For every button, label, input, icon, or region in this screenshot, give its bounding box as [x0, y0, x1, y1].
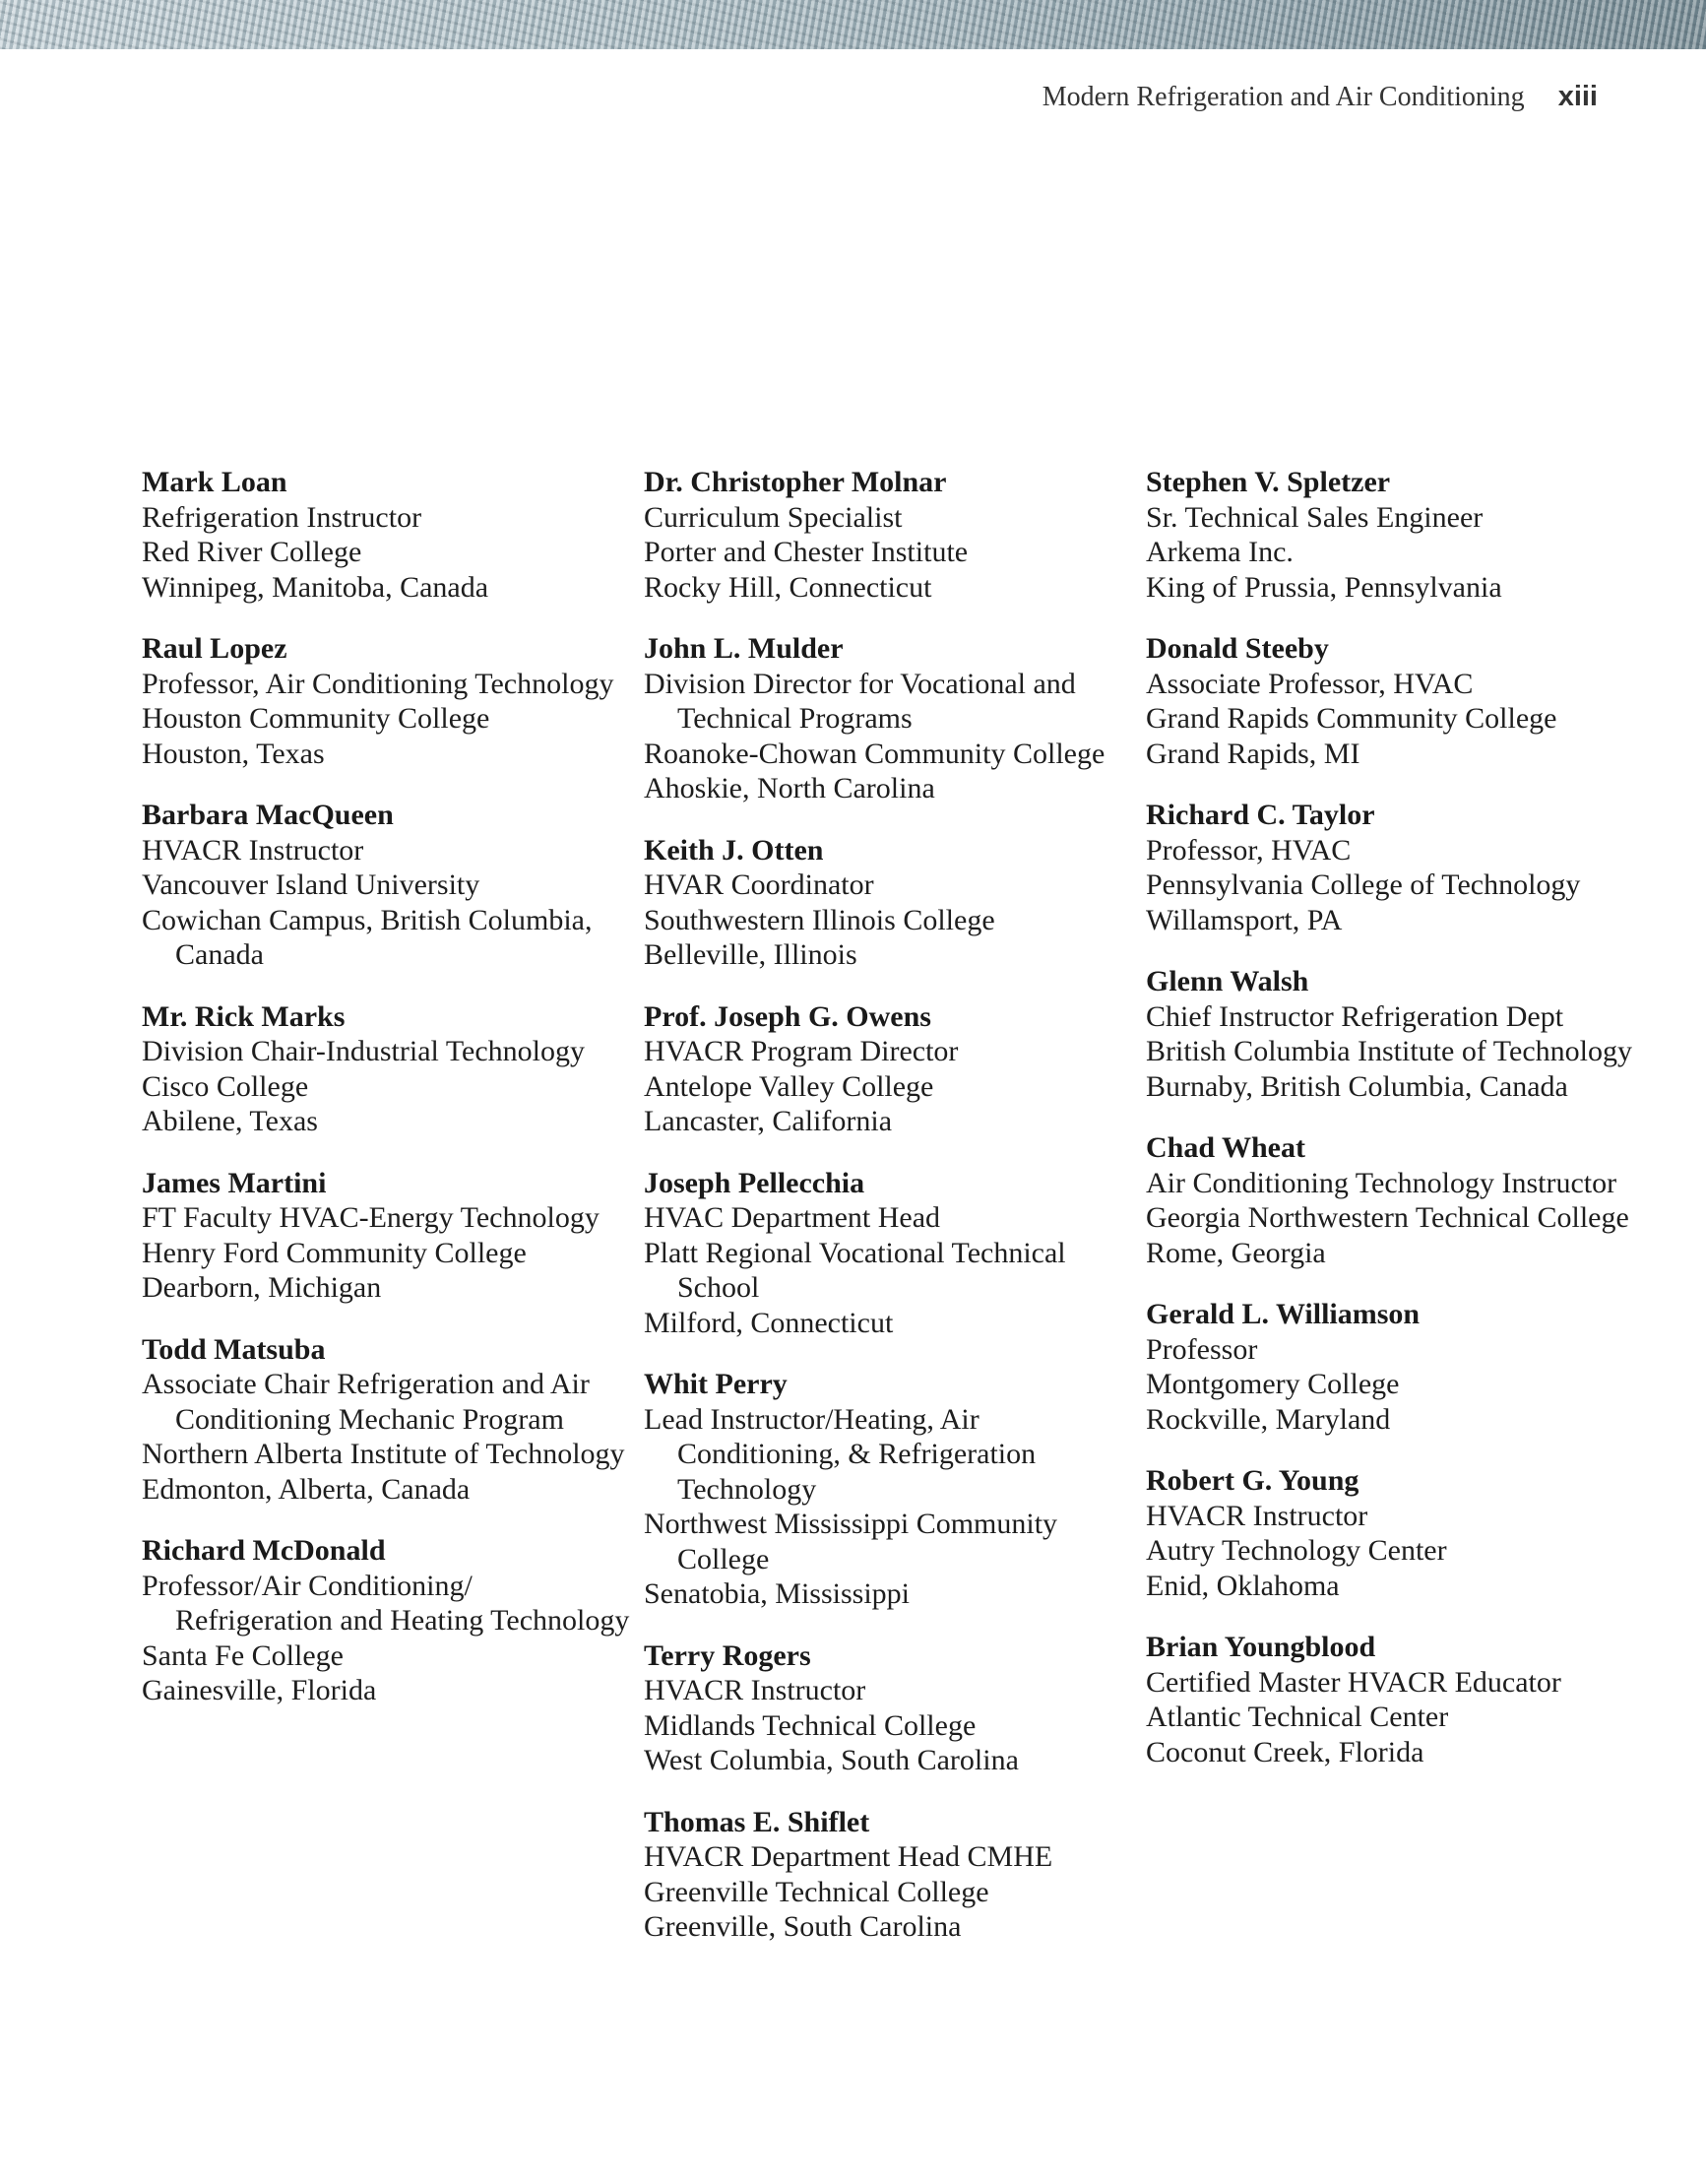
column-3: [1146, 465, 1638, 1796]
reviewer-name: Richard McDonald: [142, 1534, 386, 1567]
reviewer-detail-line: Burnaby, British Columbia, Canada: [1146, 1069, 1568, 1103]
reviewer-detail-line: Northern Alberta Institute of Technology: [142, 1438, 625, 1470]
reviewer-detail-line: Division Director for Vocational and Technical Programs: [644, 667, 1076, 735]
reviewer-detail-line: Platt Regional Vocational Technical School: [644, 1236, 1066, 1304]
reviewer-name: Prof. Joseph G. Owens: [644, 999, 931, 1033]
reviewer-detail-line: Associate Professor, HVAC: [1146, 667, 1474, 700]
reviewer-detail-line: Southwestern Illinois College: [644, 903, 995, 936]
reviewer-name: Raul Lopez: [142, 632, 287, 665]
reviewer-columns: [0, 465, 1706, 2040]
reviewer-detail-line: Abilene, Texas: [142, 1105, 318, 1137]
reviewer-detail-line: Sr. Technical Sales Engineer: [1146, 500, 1484, 534]
reviewer-name: Gerald L. Williamson: [1146, 1298, 1421, 1330]
book-title: Modern Refrigeration and Air Conditioning: [1042, 82, 1525, 112]
reviewer-detail-line: Lancaster, California: [644, 1105, 893, 1137]
reviewer-entry: [644, 465, 1136, 605]
reviewer-detail-line: Associate Chair Refrigeration and Air Conditioning Mechanic Program: [142, 1368, 590, 1436]
reviewer-detail-line: British Columbia Institute of Technology: [1146, 1035, 1632, 1067]
reviewer-entry: [142, 798, 634, 973]
reviewer-detail-line: Autry Technology Center: [1146, 1534, 1447, 1567]
reviewer-entry: [644, 631, 1136, 806]
reviewer-detail-line: Arkema Inc.: [1146, 536, 1294, 568]
reviewer-detail-line: Cisco College: [142, 1069, 309, 1103]
reviewer-detail-line: HVACR Instructor: [1146, 1499, 1368, 1532]
reviewer-detail-line: HVACR Instructor: [142, 833, 364, 867]
reviewer-entry: [142, 631, 634, 771]
reviewer-detail-line: Pennsylvania College of Technology: [1146, 868, 1581, 901]
reviewer-name: Dr. Christopher Molnar: [644, 466, 947, 498]
reviewer-detail-line: Greenville Technical College: [644, 1875, 989, 1908]
reviewer-name: Chad Wheat: [1146, 1131, 1305, 1164]
reviewer-detail-line: Refrigeration Instructor: [142, 500, 422, 534]
reviewer-detail-line: HVAR Coordinator: [644, 868, 874, 901]
reviewer-name: Joseph Pellecchia: [644, 1166, 865, 1199]
reviewer-detail-line: Red River College: [142, 536, 362, 568]
reviewer-detail-line: Atlantic Technical Center: [1146, 1701, 1449, 1733]
reviewer-detail-line: Midlands Technical College: [644, 1708, 977, 1742]
reviewer-name: Stephen V. Spletzer: [1146, 466, 1391, 498]
reviewer-entry: [644, 833, 1136, 973]
reviewer-name: Whit Perry: [644, 1368, 788, 1400]
reviewer-detail-line: Professor/Air Conditioning/ Refrigeration and Heating Technology: [142, 1569, 630, 1637]
reviewer-detail-line: Rocky Hill, Connecticut: [644, 570, 932, 604]
reviewer-entry: [1146, 1130, 1638, 1270]
reviewer-entry: [1146, 798, 1638, 937]
reviewer-name: Barbara MacQueen: [142, 799, 394, 831]
reviewer-name: John L. Mulder: [644, 632, 844, 665]
reviewer-detail-line: Certified Master HVACR Educator: [1146, 1665, 1561, 1699]
reviewer-detail-line: Porter and Chester Institute: [644, 536, 969, 568]
reviewer-entry: [1146, 1297, 1638, 1437]
column-1: [142, 465, 634, 1735]
reviewer-detail-line: Chief Instructor Refrigeration Dept: [1146, 999, 1564, 1033]
reviewer-detail-line: Coconut Creek, Florida: [1146, 1735, 1424, 1768]
reviewer-detail-line: Santa Fe College: [142, 1638, 344, 1672]
reviewer-name: Todd Matsuba: [142, 1332, 326, 1366]
reviewer-name: Donald Steeby: [1146, 632, 1329, 665]
reviewer-detail-line: Henry Ford Community College: [142, 1236, 527, 1269]
reviewer-detail-line: HVACR Instructor: [644, 1674, 866, 1706]
reviewer-detail-line: Willamsport, PA: [1146, 903, 1343, 936]
reviewer-detail-line: Greenville, South Carolina: [644, 1910, 962, 1943]
reviewer-detail-line: Professor, Air Conditioning Technology: [142, 667, 614, 700]
reviewer-detail-line: Belleville, Illinois: [644, 938, 857, 971]
reviewer-detail-line: Professor: [1146, 1332, 1258, 1366]
reviewer-detail-line: Enid, Oklahoma: [1146, 1569, 1340, 1602]
reviewer-detail-line: Rome, Georgia: [1146, 1236, 1326, 1269]
reviewer-entry: [644, 1166, 1136, 1341]
reviewer-entry: [1146, 465, 1638, 605]
reviewer-detail-line: Senatobia, Mississippi: [644, 1577, 911, 1610]
reviewer-entry: [142, 465, 634, 605]
reviewer-entry: [644, 1805, 1136, 1945]
reviewer-detail-line: Gainesville, Florida: [142, 1674, 377, 1706]
reviewer-name: Richard C. Taylor: [1146, 799, 1375, 831]
reviewer-detail-line: Northwest Mississippi Community College: [644, 1508, 1058, 1575]
reviewer-detail-line: Division Chair-Industrial Technology: [142, 1035, 586, 1067]
reviewer-detail-line: Professor, HVAC: [1146, 833, 1352, 867]
reviewer-detail-line: Cowichan Campus, British Columbia, Canada: [142, 903, 593, 971]
reviewer-name: Robert G. Young: [1146, 1464, 1359, 1497]
reviewer-name: Thomas E. Shiflet: [644, 1805, 870, 1838]
reviewer-detail-line: Dearborn, Michigan: [142, 1271, 382, 1304]
reviewer-detail-line: Ahoskie, North Carolina: [644, 772, 935, 804]
reviewer-entry: [1146, 631, 1638, 771]
reviewer-name: James Martini: [142, 1166, 327, 1199]
reviewer-detail-line: Winnipeg, Manitoba, Canada: [142, 570, 489, 604]
reviewer-detail-line: Roanoke-Chowan Community College: [644, 737, 1106, 770]
reviewer-detail-line: Antelope Valley College: [644, 1069, 934, 1103]
reviewer-detail-line: Montgomery College: [1146, 1368, 1400, 1400]
column-2: [644, 465, 1136, 1971]
reviewer-entry: [142, 1166, 634, 1306]
reviewer-entry: [1146, 1463, 1638, 1603]
page-number: xiii: [1557, 81, 1598, 112]
running-head: [1043, 81, 1598, 113]
reviewer-detail-line: HVAC Department Head: [644, 1201, 941, 1234]
reviewer-entry: [142, 999, 634, 1139]
reviewer-name: Keith J. Otten: [644, 833, 824, 867]
reviewer-entry: [1146, 1630, 1638, 1769]
reviewer-detail-line: Grand Rapids Community College: [1146, 702, 1557, 735]
reviewer-entry: [142, 1332, 634, 1508]
reviewer-detail-line: Rockville, Maryland: [1146, 1402, 1391, 1436]
reviewer-name: Terry Rogers: [644, 1638, 811, 1672]
reviewer-name: Mark Loan: [142, 466, 287, 498]
reviewer-name: Brian Youngblood: [1146, 1631, 1376, 1663]
reviewer-detail-line: HVACR Program Director: [644, 1035, 959, 1067]
decorative-banner: [0, 0, 1706, 49]
reviewer-detail-line: Curriculum Specialist: [644, 500, 903, 534]
reviewer-entry: [644, 1367, 1136, 1612]
reviewer-detail-line: Houston Community College: [142, 702, 490, 735]
reviewer-detail-line: Georgia Northwestern Technical College: [1146, 1201, 1629, 1234]
reviewer-detail-line: Vancouver Island University: [142, 868, 480, 901]
reviewer-name: Mr. Rick Marks: [142, 999, 346, 1033]
reviewer-entry: [644, 999, 1136, 1139]
reviewer-detail-line: Grand Rapids, MI: [1146, 737, 1360, 770]
reviewer-detail-line: FT Faculty HVAC-Energy Technology: [142, 1201, 600, 1234]
reviewer-detail-line: Edmonton, Alberta, Canada: [142, 1472, 471, 1506]
reviewer-detail-line: West Columbia, South Carolina: [644, 1744, 1019, 1776]
reviewer-detail-line: Air Conditioning Technology Instructor: [1146, 1166, 1617, 1199]
reviewer-entry: [644, 1638, 1136, 1778]
reviewer-detail-line: Houston, Texas: [142, 737, 325, 770]
reviewer-detail-line: Lead Instructor/Heating, Air Conditioning, & Refrigeration Technology: [644, 1402, 1037, 1506]
reviewer-entry: [142, 1533, 634, 1708]
reviewer-entry: [1146, 964, 1638, 1104]
reviewer-detail-line: King of Prussia, Pennsylvania: [1146, 570, 1502, 604]
reviewer-detail-line: HVACR Department Head CMHE: [644, 1840, 1053, 1873]
reviewer-detail-line: Milford, Connecticut: [644, 1306, 894, 1339]
reviewer-name: Glenn Walsh: [1146, 965, 1309, 997]
